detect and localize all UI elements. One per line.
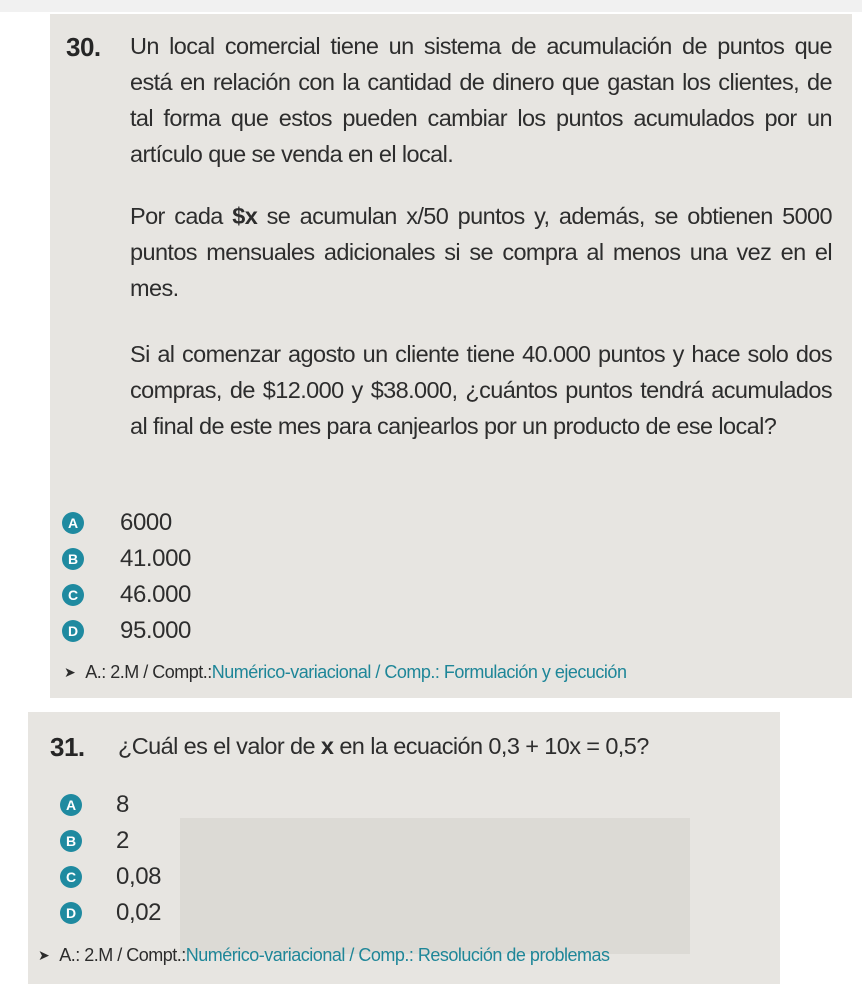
option-letter-c: C xyxy=(62,584,84,606)
option-letter-b: B xyxy=(60,830,82,852)
question-paragraph-3: Si al comenzar agosto un cliente tiene 40.000 puntos y hace solo dos compras, de $12.000 y $38.000, ¿cuántos puntos tendrá acumulados al final de este mes para canjearlos por un producto de ese local? xyxy=(130,341,832,439)
faint-background-box xyxy=(180,818,690,954)
arrow-right-icon: ➤ xyxy=(38,947,50,963)
top-strip xyxy=(0,0,862,12)
option-text: 46.000 xyxy=(120,581,192,608)
option-d[interactable] xyxy=(60,898,161,928)
dollar-x-symbol: $x xyxy=(232,203,258,229)
option-text: 0,02 xyxy=(116,899,162,926)
option-letter-b: B xyxy=(62,548,84,570)
option-text: 2 xyxy=(116,827,129,854)
paragraph-2-start: Por cada xyxy=(130,203,233,229)
question-number: 31. xyxy=(50,732,85,762)
option-d[interactable] xyxy=(62,616,191,646)
option-text: 6000 xyxy=(120,509,172,536)
question-paragraph-2 xyxy=(130,198,832,306)
option-text: 41.000 xyxy=(120,545,192,572)
option-b[interactable] xyxy=(62,544,191,574)
option-letter-c: C xyxy=(60,866,82,888)
option-c[interactable] xyxy=(60,862,161,892)
competency-value: Numérico-variacional / Comp.: Formulación y ejecución xyxy=(211,662,627,682)
option-letter-a: A xyxy=(60,794,82,816)
question-text xyxy=(118,728,758,764)
paragraph-2-end: se acumulan x/50 puntos y, además, se obtienen 5000 puntos mensuales adicionales si se compra al menos una vez en el mes. xyxy=(130,203,832,301)
question-30-card xyxy=(50,14,852,698)
option-text: 0,08 xyxy=(116,863,162,890)
competency-label: A.: 2.M / Compt.: xyxy=(59,945,186,965)
question-number: 30. xyxy=(66,32,101,62)
arrow-right-icon: ➤ xyxy=(64,664,76,680)
option-a[interactable] xyxy=(60,790,129,820)
question-text-end: en la ecuación 0,3 + 10x = 0,5? xyxy=(333,733,649,759)
competency-line xyxy=(38,945,609,966)
question-text-start: ¿Cuál es el valor de xyxy=(118,733,321,759)
option-letter-a: A xyxy=(62,512,84,534)
option-letter-d: D xyxy=(60,902,82,924)
option-text: 95.000 xyxy=(120,617,192,644)
x-variable: x xyxy=(320,733,334,759)
option-b[interactable] xyxy=(60,826,129,856)
option-c[interactable] xyxy=(62,580,191,610)
competency-line xyxy=(64,662,626,683)
competency-label: A.: 2.M / Compt.: xyxy=(85,662,212,682)
option-text: 8 xyxy=(116,791,129,818)
option-letter-d: D xyxy=(62,620,84,642)
question-31-card xyxy=(28,712,780,984)
competency-value: Numérico-variacional / Comp.: Resolución de problemas xyxy=(185,945,610,965)
question-paragraph-1: Un local comercial tiene un sistema de acumulación de puntos que está en relación con la cantidad de dinero que gastan los clientes, de tal forma que estos pueden cambiar los puntos acumulados por un artículo que se venda en el local. xyxy=(130,33,832,167)
option-a[interactable] xyxy=(62,508,172,538)
